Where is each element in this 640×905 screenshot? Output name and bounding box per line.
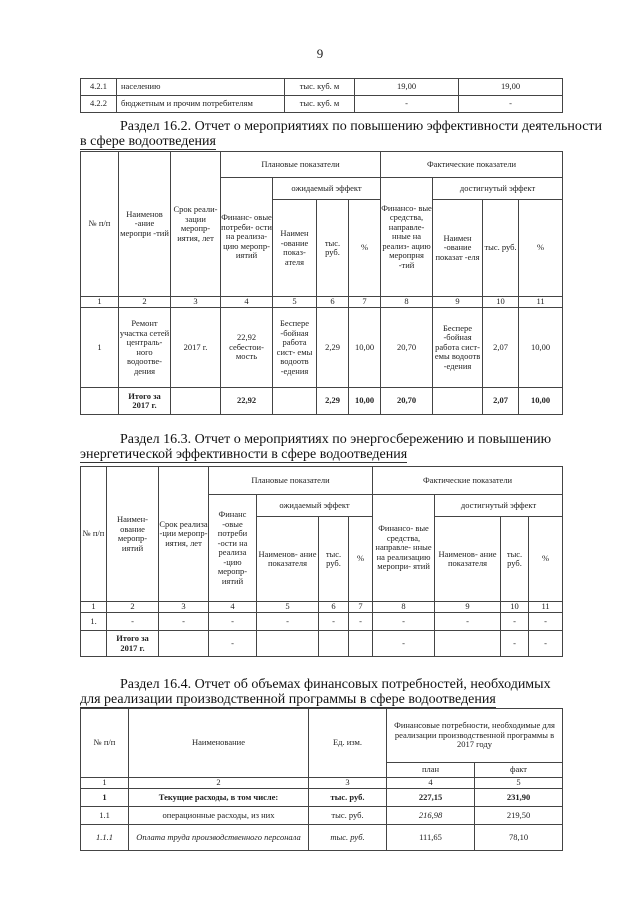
row-fin-fact: - bbox=[373, 613, 435, 631]
row-fin-plan: 22,92 себестои- мость bbox=[221, 308, 273, 388]
table-row bbox=[81, 825, 563, 851]
header-rub-fact: тыс. руб. bbox=[483, 200, 519, 297]
total-label: Итого за 2017 г. bbox=[107, 631, 159, 657]
header-plan: план bbox=[387, 763, 475, 778]
row-rub-plan: - bbox=[319, 613, 349, 631]
total-num bbox=[81, 388, 119, 415]
header-planned: Плановые показатели bbox=[221, 152, 381, 178]
section-16-4-table bbox=[80, 708, 563, 851]
total-ind-plan bbox=[273, 388, 317, 415]
header-fin-fact: Финансо- вые средства, направле- нные на реализ- ацию меропрня -тий bbox=[381, 178, 433, 297]
row-unit: тыс. руб. bbox=[309, 789, 387, 807]
header-pct-fact: % bbox=[529, 517, 563, 602]
col-number: 1 bbox=[81, 297, 119, 308]
total-label: Итого за 2017 г. bbox=[119, 388, 171, 415]
row-unit: тыс. куб. м bbox=[285, 79, 355, 96]
table-row bbox=[81, 308, 563, 388]
header-rub-fact: тыс. руб. bbox=[501, 517, 529, 602]
col-number: 4 bbox=[387, 778, 475, 789]
header-fin-plan: Финанс- овые потреби- ости на реализа- цию меропр- иятий bbox=[221, 178, 273, 297]
header-row bbox=[81, 709, 563, 763]
header-name: Наимен- ование меропр- иятий bbox=[107, 467, 159, 602]
row-fact: 19,00 bbox=[459, 79, 563, 96]
row-pct-plan: - bbox=[349, 613, 373, 631]
heading-line-2: для реализации производственной программы в сфере водоотведения bbox=[80, 692, 496, 707]
table-row bbox=[81, 613, 563, 631]
total-fin-fact: - bbox=[373, 631, 435, 657]
col-number: 11 bbox=[519, 297, 563, 308]
col-number: 9 bbox=[433, 297, 483, 308]
header-fin-plan: Финанс -овые потреби -ости на реализа -цию меропр- иятий bbox=[209, 495, 257, 602]
total-rub-fact: - bbox=[501, 631, 529, 657]
col-number: 3 bbox=[171, 297, 221, 308]
total-rub-plan: 2,29 bbox=[317, 388, 349, 415]
header-fact: факт bbox=[475, 763, 563, 778]
row-name: населению bbox=[117, 79, 285, 96]
row-num: 1 bbox=[81, 308, 119, 388]
header-num: № п/п bbox=[81, 467, 107, 602]
continuation-table bbox=[80, 78, 563, 113]
row-plan: 227,15 bbox=[387, 789, 475, 807]
row-num: 1.1.1 bbox=[81, 825, 129, 851]
total-pct-plan bbox=[349, 631, 373, 657]
total-term bbox=[159, 631, 209, 657]
row-plan: - bbox=[355, 96, 459, 113]
header-term: Срок реализа -ции меропр- иятия, лет bbox=[159, 467, 209, 602]
header-ind-fact: Наимен -ование показат -еля bbox=[433, 200, 483, 297]
column-number-row bbox=[81, 602, 563, 613]
header-planned: Плановые показатели bbox=[209, 467, 373, 495]
header-actual: Фактические показатели bbox=[373, 467, 563, 495]
row-unit: тыс. руб. bbox=[309, 807, 387, 825]
row-name: - bbox=[107, 613, 159, 631]
row-num: 4.2.1 bbox=[81, 79, 117, 96]
row-term: 2017 г. bbox=[171, 308, 221, 388]
header-num: № п/п bbox=[81, 709, 129, 778]
heading-line-2: в сфере водоотведения bbox=[80, 134, 216, 149]
col-number: 3 bbox=[159, 602, 209, 613]
header-name: Наименование bbox=[129, 709, 309, 778]
total-row bbox=[81, 631, 563, 657]
header-ind-plan: Наимен -ование показ- ателя bbox=[273, 200, 317, 297]
col-number: 1 bbox=[81, 602, 107, 613]
header-term: Срок реали- зации меропр- иятия, лет bbox=[171, 152, 221, 297]
header-rub-plan: тыс. руб. bbox=[319, 517, 349, 602]
col-number: 2 bbox=[129, 778, 309, 789]
col-number: 4 bbox=[221, 297, 273, 308]
total-rub-fact: 2,07 bbox=[483, 388, 519, 415]
col-number: 6 bbox=[317, 297, 349, 308]
total-pct-fact: - bbox=[529, 631, 563, 657]
row-fact: 231,90 bbox=[475, 789, 563, 807]
row-pct-fact: - bbox=[529, 613, 563, 631]
col-number: 10 bbox=[483, 297, 519, 308]
heading-line-1: Раздел 16.2. Отчет о мероприятиях по повышению эффективности деятельности bbox=[120, 119, 603, 134]
col-number: 7 bbox=[349, 602, 373, 613]
row-rub-plan: 2,29 bbox=[317, 308, 349, 388]
section-16-3-heading bbox=[80, 432, 580, 462]
header-pct-plan: % bbox=[349, 200, 381, 297]
total-fin-plan: - bbox=[209, 631, 257, 657]
row-name: Оплата труда производственного персонала bbox=[129, 825, 309, 851]
total-ind-fact bbox=[435, 631, 501, 657]
row-unit: тыс. руб. bbox=[309, 825, 387, 851]
section-16-3-table bbox=[80, 466, 563, 657]
section-16-2-table bbox=[80, 151, 563, 415]
total-pct-plan: 10,00 bbox=[349, 388, 381, 415]
header-rub-plan: тыс. руб. bbox=[317, 200, 349, 297]
header-achieved: достигнутый эффект bbox=[435, 495, 563, 517]
row-num: 1 bbox=[81, 789, 129, 807]
row-fact: 78,10 bbox=[475, 825, 563, 851]
section-16-4-heading bbox=[80, 677, 580, 707]
header-achieved: достигнутый эффект bbox=[433, 178, 563, 200]
col-number: 4 bbox=[209, 602, 257, 613]
header-pct-plan: % bbox=[349, 517, 373, 602]
col-number: 2 bbox=[107, 602, 159, 613]
header-expected: ожидаемый эффект bbox=[257, 495, 373, 517]
row-name: Текущие расходы, в том числе: bbox=[129, 789, 309, 807]
header-fin-fact: Финансо- вые средства, направле- нные на реализацию меропри- ятий bbox=[373, 495, 435, 602]
header-expected: ожидаемый эффект bbox=[273, 178, 381, 200]
total-term bbox=[171, 388, 221, 415]
header-ind-fact: Наименов- ание показателя bbox=[435, 517, 501, 602]
section-16-2-heading bbox=[80, 119, 603, 149]
col-number: 1 bbox=[81, 778, 129, 789]
heading-line-1: Раздел 16.3. Отчет о мероприятиях по энергосбережению и повышению bbox=[120, 432, 552, 447]
row-ind-fact: - bbox=[435, 613, 501, 631]
row-rub-fact: 2,07 bbox=[483, 308, 519, 388]
col-number: 5 bbox=[475, 778, 563, 789]
column-number-row bbox=[81, 778, 563, 789]
row-ind-fact: Беспере -бойная работа сист- емы водоотв -едения bbox=[433, 308, 483, 388]
col-number: 3 bbox=[309, 778, 387, 789]
total-fin-plan: 22,92 bbox=[221, 388, 273, 415]
row-name: Ремонт участка сетей централь- ного водоотве- дения bbox=[119, 308, 171, 388]
row-plan: 111,65 bbox=[387, 825, 475, 851]
header-needs: Финансовые потребности, необходимые для реализации производственной программы в 2017 году bbox=[387, 709, 563, 763]
col-number: 10 bbox=[501, 602, 529, 613]
total-num bbox=[81, 631, 107, 657]
row-fin-plan: - bbox=[209, 613, 257, 631]
heading-line-1: Раздел 16.4. Отчет об объемах финансовых потребностей, необходимых bbox=[120, 677, 551, 692]
row-plan: 216,98 bbox=[387, 807, 475, 825]
total-row bbox=[81, 388, 563, 415]
row-fact: - bbox=[459, 96, 563, 113]
col-number: 8 bbox=[373, 602, 435, 613]
col-number: 2 bbox=[119, 297, 171, 308]
col-number: 5 bbox=[273, 297, 317, 308]
table-row bbox=[81, 807, 563, 825]
row-ind-plan: - bbox=[257, 613, 319, 631]
row-rub-fact: - bbox=[501, 613, 529, 631]
total-ind-plan bbox=[257, 631, 319, 657]
header-ind-plan: Наименов- ание показателя bbox=[257, 517, 319, 602]
row-name: операционные расходы, из них bbox=[129, 807, 309, 825]
row-term: - bbox=[159, 613, 209, 631]
row-num: 4.2.2 bbox=[81, 96, 117, 113]
row-name: бюджетным и прочим потребителям bbox=[117, 96, 285, 113]
total-rub-plan bbox=[319, 631, 349, 657]
header-num: № п/п bbox=[81, 152, 119, 297]
header-actual: Фактические показатели bbox=[381, 152, 563, 178]
header-row bbox=[81, 467, 563, 495]
row-fin-fact: 20,70 bbox=[381, 308, 433, 388]
row-num: 1.1 bbox=[81, 807, 129, 825]
col-number: 11 bbox=[529, 602, 563, 613]
col-number: 8 bbox=[381, 297, 433, 308]
header-row bbox=[81, 152, 563, 178]
table-row bbox=[81, 789, 563, 807]
header-name: Наименов -ание меропри -тий bbox=[119, 152, 171, 297]
row-unit: тыс. куб. м bbox=[285, 96, 355, 113]
total-pct-fact: 10,00 bbox=[519, 388, 563, 415]
row-ind-plan: Беспере -бойная работа сист- емы водоотв -едения bbox=[273, 308, 317, 388]
row-num: 1. bbox=[81, 613, 107, 631]
col-number: 7 bbox=[349, 297, 381, 308]
table-row bbox=[81, 96, 563, 113]
row-fact: 219,50 bbox=[475, 807, 563, 825]
column-number-row bbox=[81, 297, 563, 308]
col-number: 9 bbox=[435, 602, 501, 613]
table-row bbox=[81, 79, 563, 96]
page-number: 9 bbox=[316, 46, 324, 61]
header-unit: Ед. изм. bbox=[309, 709, 387, 778]
heading-line-2: энергетической эффективности в сфере водоотведения bbox=[80, 447, 408, 462]
col-number: 5 bbox=[257, 602, 319, 613]
row-plan: 19,00 bbox=[355, 79, 459, 96]
total-fin-fact: 20,70 bbox=[381, 388, 433, 415]
row-pct-fact: 10,00 bbox=[519, 308, 563, 388]
col-number: 6 bbox=[319, 602, 349, 613]
total-ind-fact bbox=[433, 388, 483, 415]
header-pct-fact: % bbox=[519, 200, 563, 297]
row-pct-plan: 10,00 bbox=[349, 308, 381, 388]
